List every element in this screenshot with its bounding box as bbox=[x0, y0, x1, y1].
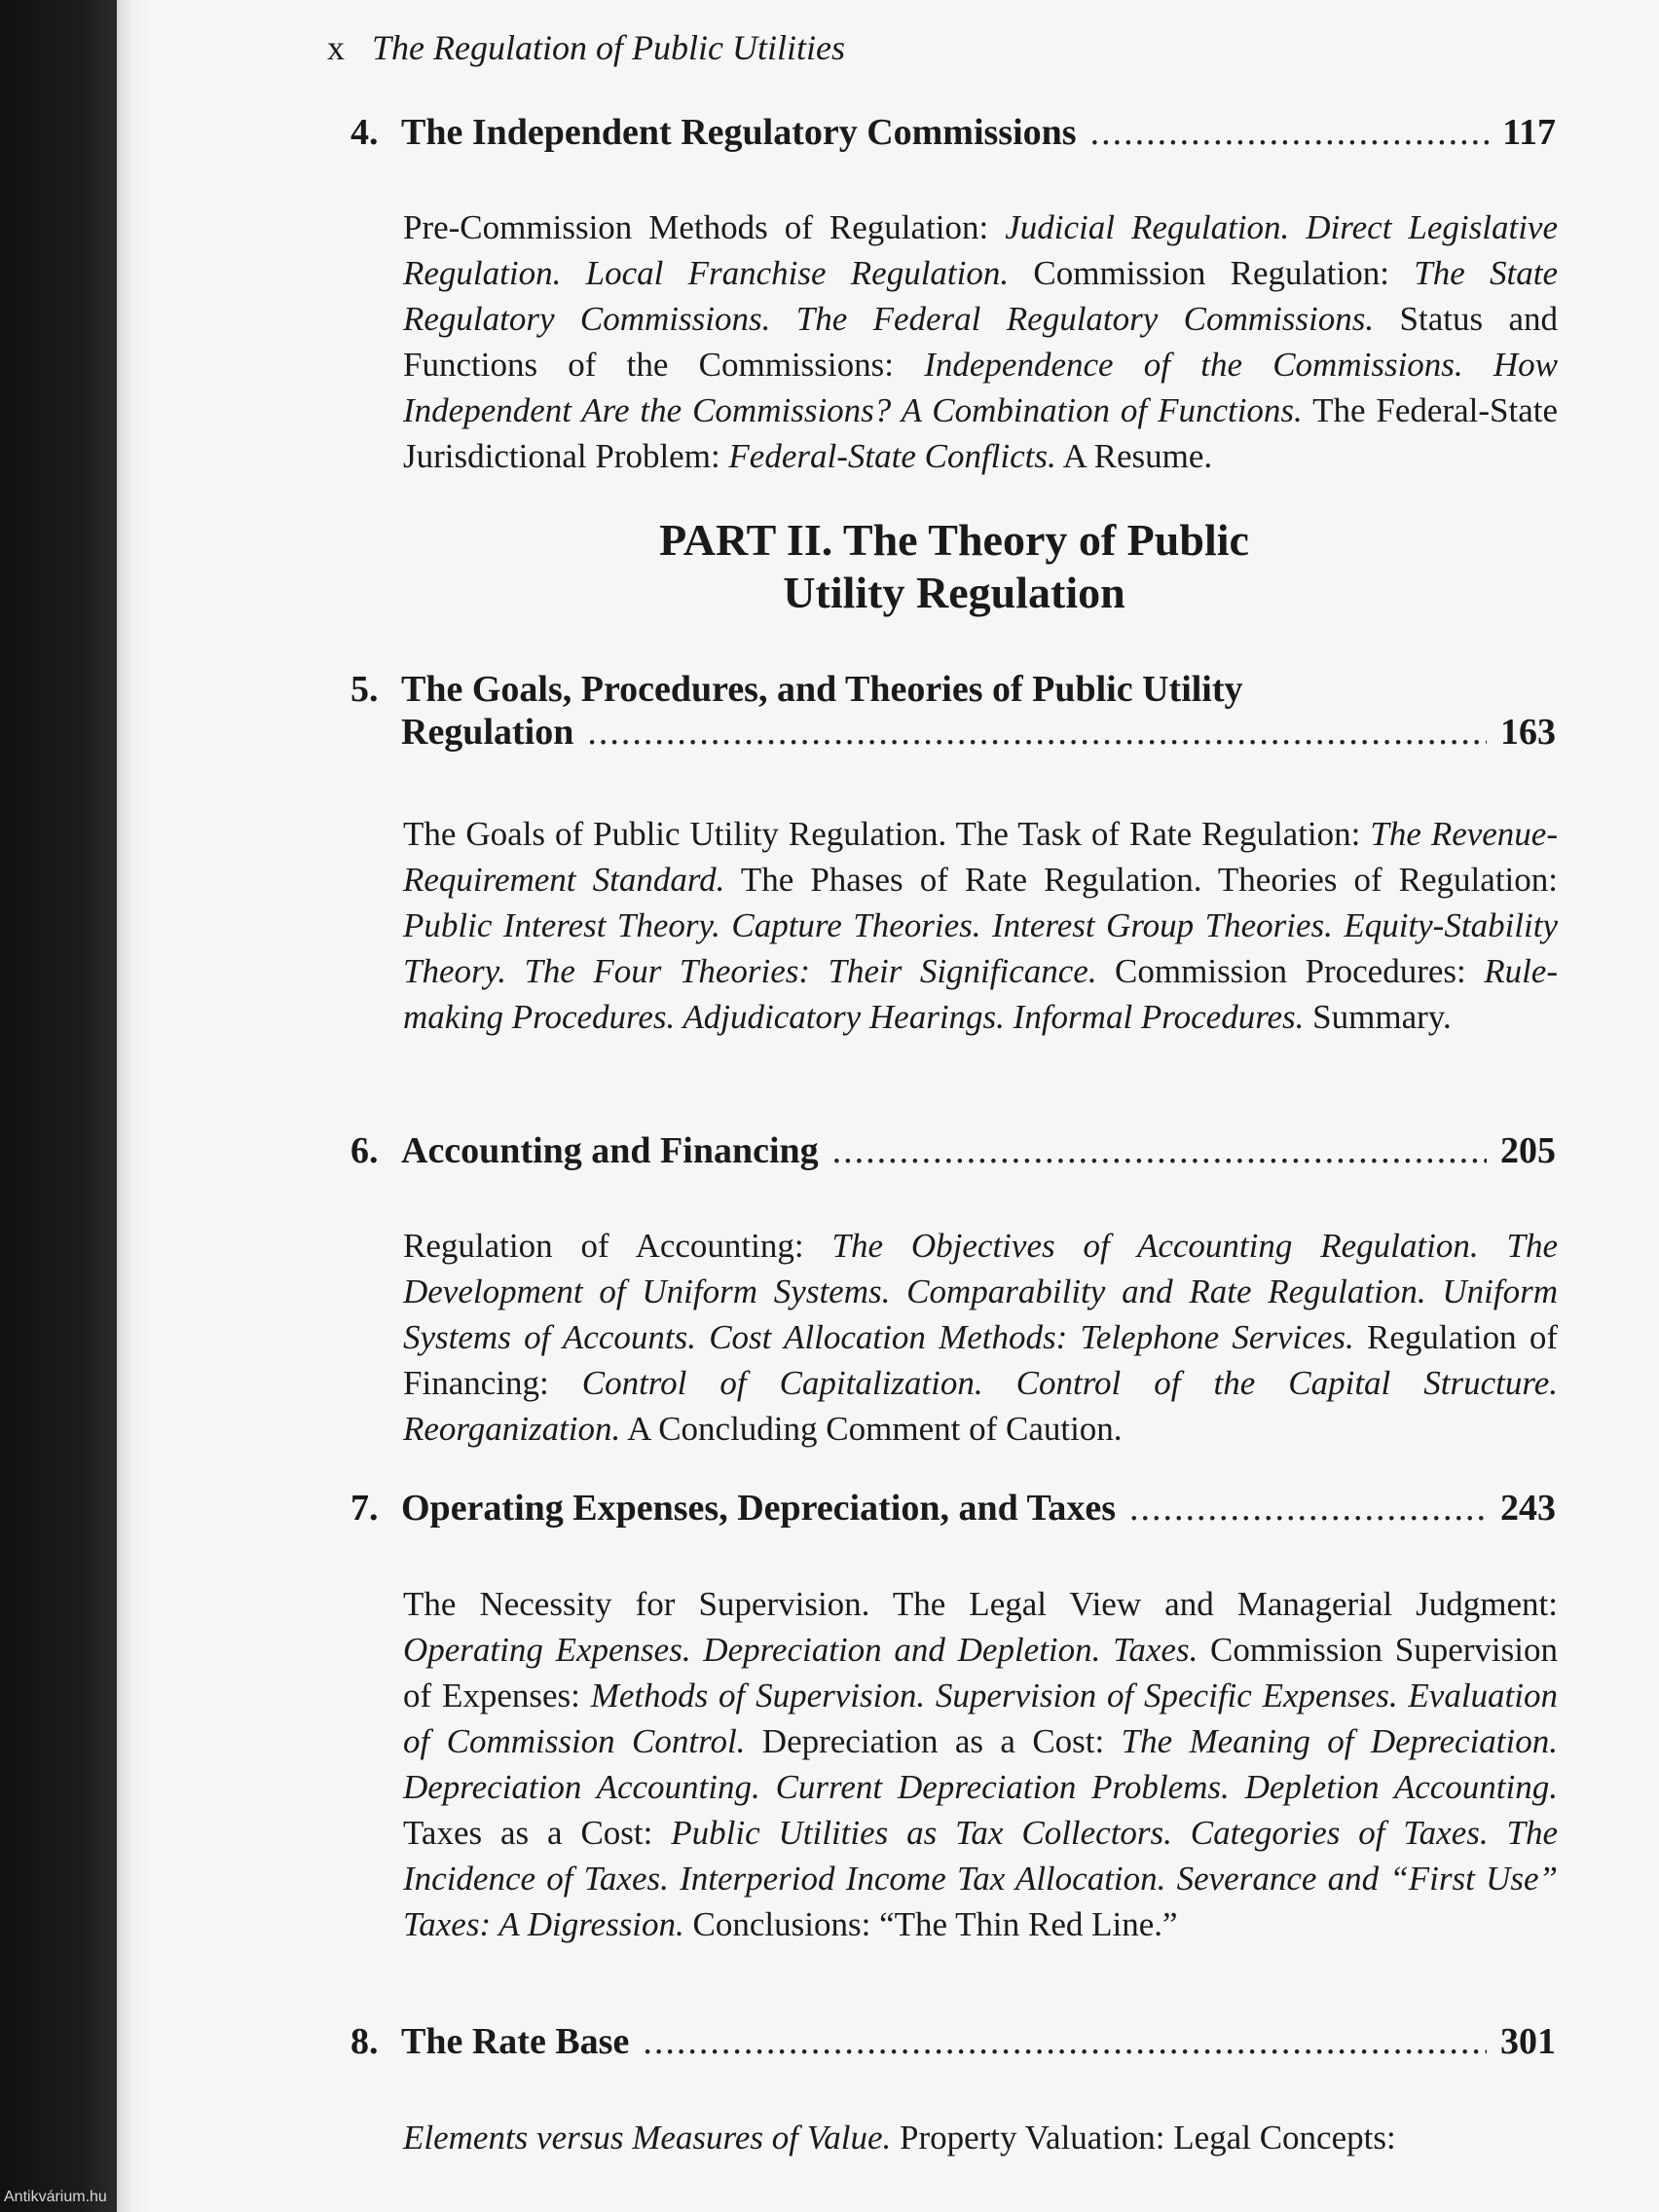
toc-entry-chapter-8 bbox=[350, 2020, 1556, 2063]
watermark: Antikvárium.hu bbox=[4, 2189, 107, 2205]
italic-run: The Meaning of Depreciation. Depreciation Accounting. Current Depreciation Problems. Depletion Accounting. bbox=[403, 1722, 1558, 1806]
toc-entry-chapter-4 bbox=[350, 111, 1556, 154]
italic-run: Methods of Supervision. Supervision of Specific Expenses. Evaluation of Commission Control. bbox=[403, 1677, 1558, 1760]
text-run: Status and Functions of the Commissions: bbox=[403, 300, 1558, 384]
text-run: The Phases of Rate Regulation. Theories of Regulation: bbox=[724, 861, 1558, 899]
chapter-page-number: 117 bbox=[1502, 112, 1556, 153]
text-run: A Concluding Comment of Caution. bbox=[620, 1410, 1123, 1448]
chapter-number: 6. bbox=[350, 1130, 379, 1171]
italic-run: Federal-State Conflicts. bbox=[728, 437, 1056, 475]
chapter-title: Operating Expenses, Depreciation, and Taxes bbox=[401, 1488, 1117, 1529]
chapter-6-summary bbox=[403, 1223, 1558, 1452]
chapter-title: The Independent Regulatory Commissions bbox=[401, 112, 1077, 153]
italic-run: Rule-making Procedures. Adjudicatory Hearings. Informal Procedures. bbox=[403, 952, 1558, 1036]
text-run: The Goals of Public Utility Regulation. The Task of Rate Regulation: bbox=[403, 815, 1371, 853]
toc-entry-chapter-5 bbox=[350, 668, 1556, 754]
chapter-page-number: 301 bbox=[1500, 2021, 1556, 2062]
text-run: Taxes as a Cost: bbox=[403, 1814, 672, 1852]
chapter-5-summary bbox=[403, 811, 1558, 1040]
italic-run: Public Interest Theory. Capture Theories. Interest Group Theories. Equity-Stability Theory. The Four Theories: Their Significance. bbox=[403, 906, 1558, 990]
chapter-title: The Rate Base bbox=[401, 2021, 630, 2062]
chapter-number: 8. bbox=[350, 2021, 379, 2062]
chapter-title: Accounting and Financing bbox=[401, 1130, 819, 1171]
text-run: Commission Supervision of Expenses: bbox=[403, 1631, 1558, 1714]
italic-run: Operating Expenses. Depreciation and Depletion. Taxes. bbox=[403, 1631, 1198, 1669]
italic-run: The Revenue-Requirement Standard. bbox=[403, 815, 1558, 899]
toc-entry-chapter-7 bbox=[350, 1487, 1556, 1530]
toc-entry-chapter-6 bbox=[350, 1129, 1556, 1172]
dot-leader bbox=[643, 2020, 1487, 2063]
text-run: Commission Regulation: bbox=[1009, 254, 1415, 292]
italic-run: The State Regulatory Commissions. The Federal Regulatory Commissions. bbox=[403, 254, 1559, 338]
chapter-title-line-1: The Goals, Procedures, and Theories of Public Utility bbox=[401, 669, 1243, 710]
chapter-number: 7. bbox=[350, 1488, 379, 1529]
page-number: x bbox=[327, 28, 345, 67]
chapter-7-summary bbox=[403, 1581, 1558, 1947]
dot-leader bbox=[1129, 1487, 1487, 1530]
chapter-number: 4. bbox=[350, 112, 379, 153]
text-run: Summary. bbox=[1304, 998, 1452, 1036]
text-run: Regulation of Financing: bbox=[403, 1318, 1558, 1402]
italic-run: Control of Capitalization. Control of the Capital Structure. Reorganization. bbox=[403, 1364, 1558, 1448]
italic-run: Elements versus Measures of Value. bbox=[403, 2119, 892, 2157]
chapter-number: 5. bbox=[350, 669, 379, 710]
chapter-page-number: 243 bbox=[1500, 1488, 1556, 1529]
text-run: Conclusions: “The Thin Red Line.” bbox=[683, 1905, 1178, 1943]
part-heading-line-1: PART II. The Theory of Public bbox=[659, 515, 1249, 565]
chapter-page-number: 205 bbox=[1500, 1130, 1556, 1171]
running-head bbox=[327, 27, 845, 68]
dot-leader bbox=[832, 1129, 1487, 1172]
text-run: The Necessity for Supervision. The Legal View and Managerial Judgment: bbox=[403, 1585, 1558, 1623]
part-heading-line-2: Utility Regulation bbox=[783, 568, 1125, 617]
page-gutter bbox=[117, 0, 156, 2212]
dot-leader bbox=[587, 711, 1487, 754]
italic-run: Independence of the Commissions. How Independent Are the Commissions? A Combination of Functions. bbox=[403, 346, 1559, 429]
book-binding-shadow bbox=[0, 0, 117, 2212]
chapter-8-summary bbox=[403, 2115, 1558, 2160]
italic-run: Public Utilities as Tax Collectors. Categories of Taxes. The Incidence of Taxes. Interperiod Income Tax Allocation. Severance and “First Use” Taxes: A Digression. bbox=[403, 1814, 1558, 1943]
dot-leader bbox=[1090, 111, 1490, 154]
text-run: Regulation of Accounting: bbox=[403, 1227, 832, 1265]
chapter-page-number: 163 bbox=[1500, 712, 1556, 753]
text-run: A Resume. bbox=[1055, 437, 1213, 475]
part-heading bbox=[350, 514, 1558, 619]
text-run: Property Valuation: Legal Concepts: bbox=[891, 2119, 1396, 2157]
running-head-title: The Regulation of Public Utilities bbox=[372, 28, 845, 67]
chapter-title-line-2: Regulation bbox=[401, 712, 574, 753]
text-run: The Federal-State Jurisdictional Problem: bbox=[403, 391, 1559, 475]
chapter-4-summary bbox=[403, 204, 1558, 479]
text-run: Depreciation as a Cost: bbox=[745, 1722, 1122, 1760]
italic-run: The Objectives of Accounting Regulation. The Development of Uniform Systems. Comparability and Rate Regulation. Uniform Systems of Accounts. Cost Allocation Methods: Telephone Services. bbox=[403, 1227, 1558, 1356]
italic-run: Judicial Regulation. Direct Legislative Regulation. Local Franchise Regulation. bbox=[403, 208, 1558, 292]
text-run: Pre-Commission Methods of Regulation: bbox=[403, 208, 1006, 246]
text-run: Commission Procedures: bbox=[1096, 952, 1485, 990]
